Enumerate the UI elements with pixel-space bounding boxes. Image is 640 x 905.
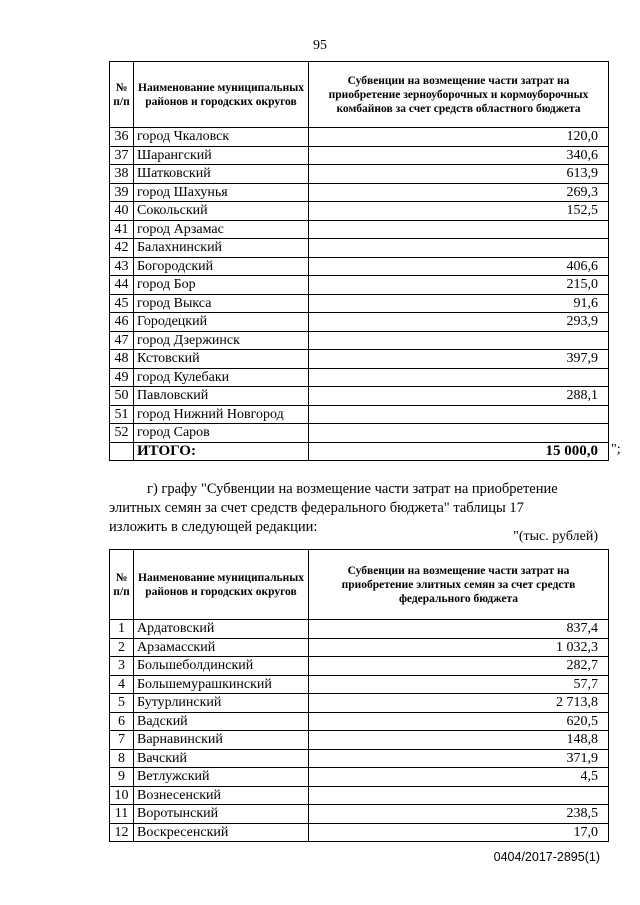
row-num: 11 [110,805,134,824]
row-name: Большемурашкинский [134,675,309,694]
table-row [110,786,609,805]
row-num: 45 [110,294,134,313]
row-num: 2 [110,638,134,657]
header-name: Наименование муниципальных районов и городских округов [134,62,309,128]
total-num [110,442,134,461]
row-name: город Арзамас [134,220,309,239]
row-num: 46 [110,313,134,332]
row-value: 120,0 [309,128,609,147]
table-row [110,183,609,202]
row-num: 6 [110,712,134,731]
row-name: Шарангский [134,146,309,165]
row-name: город Дзержинск [134,331,309,350]
table-row [110,424,609,443]
table-header-row [110,550,609,620]
row-num: 4 [110,675,134,694]
header-value: Субвенции на возмещение части затрат на приобретение зерноуборочных и кормоуборочных комбайнов за счет средств областного бюджета [309,62,609,128]
row-value: 91,6 [309,294,609,313]
row-name: город Выкса [134,294,309,313]
total-value: 15 000,0 [309,442,609,461]
row-value: 4,5 [309,768,609,787]
row-num: 47 [110,331,134,350]
table-row [110,657,609,676]
table-row [110,146,609,165]
subsidy-table-combines [109,61,609,461]
table-row [110,276,609,295]
row-name: Воротынский [134,805,309,824]
table-row [110,202,609,221]
row-name: Вознесенский [134,786,309,805]
row-value: 17,0 [309,823,609,842]
row-value: 215,0 [309,276,609,295]
row-value: 397,9 [309,350,609,369]
document-number: 0404/2017-2895(1) [493,850,600,864]
row-num: 42 [110,239,134,258]
row-value: 406,6 [309,257,609,276]
units-label: "(тыс. рублей) [513,529,598,544]
row-name: город Шахунья [134,183,309,202]
table-row [110,220,609,239]
row-num: 40 [110,202,134,221]
table-row [110,387,609,406]
row-num: 12 [110,823,134,842]
row-name: город Чкаловск [134,128,309,147]
row-value: 282,7 [309,657,609,676]
paragraph-line-2: элитных семян за счет средств федерального бюджета" таблицы 17 [109,500,524,516]
table-row [110,405,609,424]
row-num: 3 [110,657,134,676]
table-row [110,128,609,147]
row-value: 1 032,3 [309,638,609,657]
table-row [110,712,609,731]
row-name: Шатковский [134,165,309,184]
row-name: Вадский [134,712,309,731]
table-row [110,350,609,369]
row-value [309,786,609,805]
row-num: 49 [110,368,134,387]
row-num: 43 [110,257,134,276]
row-value: 269,3 [309,183,609,202]
row-num: 38 [110,165,134,184]
row-num: 7 [110,731,134,750]
row-num: 51 [110,405,134,424]
row-name: Сокольский [134,202,309,221]
row-value: 288,1 [309,387,609,406]
row-name: город Саров [134,424,309,443]
paragraph-line-3: изложить в следующей редакции: [109,519,318,535]
row-value: 837,4 [309,620,609,639]
row-name: Городецкий [134,313,309,332]
table-row [110,638,609,657]
row-num: 44 [110,276,134,295]
table-row [110,749,609,768]
row-value: 620,5 [309,712,609,731]
header-num: № п/п [110,62,134,128]
row-value: 148,8 [309,731,609,750]
row-name: Ветлужский [134,768,309,787]
row-name: Большеболдинский [134,657,309,676]
total-label: ИТОГО: [134,442,309,461]
table-row [110,368,609,387]
row-value: 340,6 [309,146,609,165]
table-row [110,294,609,313]
row-num: 48 [110,350,134,369]
paragraph-line-1: г) графу "Субвенции на возмещение части затрат на приобретение [147,481,558,497]
row-value [309,424,609,443]
table-row [110,257,609,276]
header-value: Субвенции на возмещение части затрат на приобретение элитных семян за счет средств федерального бюджета [309,550,609,620]
closing-quote: "; [611,442,621,457]
row-name: город Бор [134,276,309,295]
row-name: Варнавинский [134,731,309,750]
row-num: 39 [110,183,134,202]
row-value [309,220,609,239]
table-row [110,731,609,750]
row-name: Воскресенский [134,823,309,842]
table-row [110,239,609,258]
row-value: 293,9 [309,313,609,332]
row-num: 50 [110,387,134,406]
table-row [110,694,609,713]
row-num: 1 [110,620,134,639]
row-value [309,239,609,258]
row-num: 5 [110,694,134,713]
table-row [110,675,609,694]
header-num: № п/п [110,550,134,620]
row-name: Балахнинский [134,239,309,258]
row-value: 57,7 [309,675,609,694]
row-name: Бутурлинский [134,694,309,713]
table-row [110,331,609,350]
row-name: Арзамасский [134,638,309,657]
table-row [110,768,609,787]
row-name: Ардатовский [134,620,309,639]
table-row [110,805,609,824]
row-name: город Нижний Новгород [134,405,309,424]
row-name: Кстовский [134,350,309,369]
row-value: 613,9 [309,165,609,184]
total-row [110,442,609,461]
row-num: 36 [110,128,134,147]
row-num: 52 [110,424,134,443]
row-name: Павловский [134,387,309,406]
row-name: Богородский [134,257,309,276]
row-value [309,331,609,350]
table-row [110,620,609,639]
header-name: Наименование муниципальных районов и городских округов [134,550,309,620]
row-num: 41 [110,220,134,239]
row-value: 2 713,8 [309,694,609,713]
table-header-row [110,62,609,128]
page-number: 95 [313,38,327,53]
subsidy-table-seeds [109,549,609,842]
row-value: 371,9 [309,749,609,768]
row-value: 152,5 [309,202,609,221]
row-name: город Кулебаки [134,368,309,387]
row-num: 8 [110,749,134,768]
table-row [110,165,609,184]
row-num: 37 [110,146,134,165]
table-row [110,823,609,842]
row-num: 10 [110,786,134,805]
row-num: 9 [110,768,134,787]
row-value [309,405,609,424]
table-row [110,313,609,332]
row-value: 238,5 [309,805,609,824]
row-name: Вачский [134,749,309,768]
row-value [309,368,609,387]
